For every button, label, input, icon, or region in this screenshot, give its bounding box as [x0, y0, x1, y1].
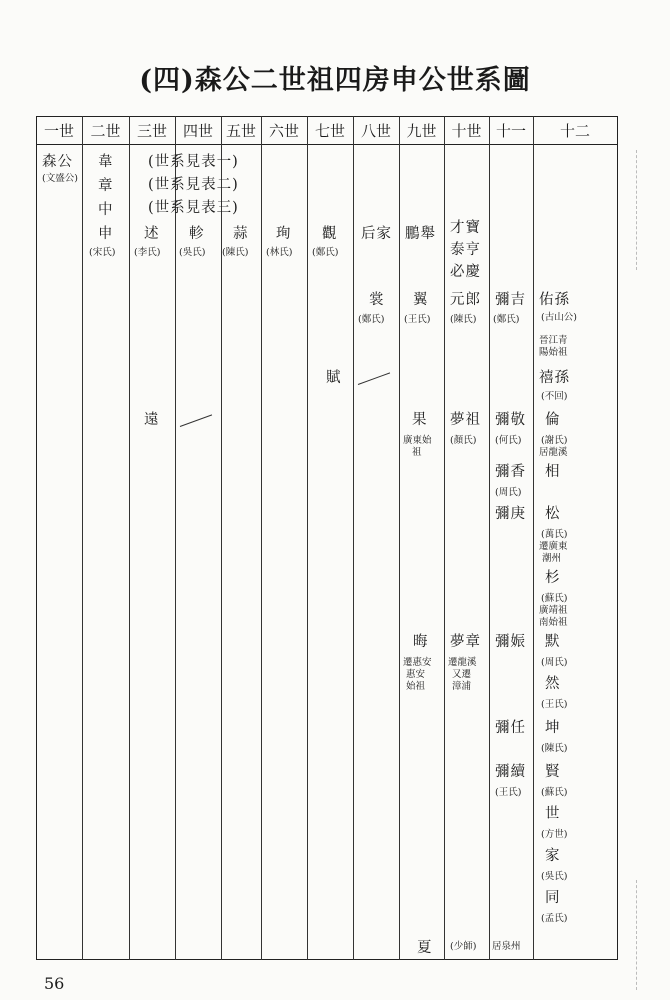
person-spouse: (蘇氏) — [541, 593, 568, 604]
header-gen-9: 九世 — [406, 122, 437, 140]
person-name: 彌吉 — [495, 292, 526, 308]
person-name: 鵬舉 — [405, 226, 436, 242]
person-spouse: (陳氏) — [541, 743, 568, 754]
margin-mark — [636, 880, 637, 990]
person-spouse: (林氏) — [266, 247, 293, 258]
margin-mark — [636, 150, 637, 270]
header-gen-7: 七世 — [314, 122, 345, 140]
person-name: 蒜 — [233, 226, 249, 242]
person-name: 相 — [545, 464, 561, 480]
person-name: 中 — [98, 202, 114, 218]
person-spouse: (萬氏) — [541, 529, 568, 540]
column-line — [353, 116, 354, 960]
person-name: 韋 — [98, 154, 114, 170]
person-note: (文盛公) — [42, 173, 78, 184]
genealogy-table — [36, 116, 618, 960]
person-spouse: (王氏) — [541, 699, 568, 710]
person-spouse: (鄭氏) — [493, 314, 520, 325]
table-top-rule — [36, 116, 618, 117]
person-name: 賦 — [326, 370, 342, 386]
header-gen-3: 三世 — [136, 122, 167, 140]
person-spouse: (周氏) — [541, 657, 568, 668]
person-note: 遷惠安 — [403, 657, 432, 668]
header-gen-6: 六世 — [268, 122, 299, 140]
header-gen-11: 十一 — [495, 122, 526, 140]
person-note: 始祖 — [406, 681, 426, 692]
person-spouse: (鄭氏) — [312, 247, 339, 258]
person-name: 倫 — [545, 412, 561, 428]
person-name: 杉 — [545, 570, 561, 586]
person-spouse: (王氏) — [404, 314, 431, 325]
page-title: (四)森公二世祖四房申公世系圖 — [139, 65, 531, 96]
person-spouse: (鄭氏) — [358, 314, 385, 325]
person-note: 又遷 — [452, 669, 472, 680]
person-name: 佑孫 — [539, 292, 570, 308]
person-name: 才寶 — [450, 220, 481, 236]
person-spouse: (吳氏) — [179, 247, 206, 258]
person-spouse: (王氏) — [495, 787, 522, 798]
column-line — [489, 116, 490, 960]
person-note: 潮州 — [542, 553, 562, 564]
person-name: 遠 — [144, 412, 160, 428]
person-name: 同 — [545, 890, 561, 906]
person-name: 彌香 — [495, 464, 526, 480]
person-name: 坤 — [545, 720, 561, 736]
person-note: 居龍溪 — [539, 447, 568, 458]
header-gen-2: 二世 — [90, 122, 121, 140]
person-spouse: (李氏) — [134, 247, 161, 258]
column-line — [444, 116, 445, 960]
lineage-dash — [358, 372, 390, 385]
header-bottom-rule — [36, 144, 618, 145]
person-note: 廣東始 — [403, 435, 432, 446]
page-number: 56 — [44, 974, 65, 993]
lineage-dash — [180, 414, 212, 427]
person-name: 裳 — [369, 292, 385, 308]
person-name: 彌續 — [495, 764, 526, 780]
person-name: 彌任 — [495, 720, 526, 736]
person-name: 軫 — [189, 226, 205, 242]
person-name: 世 — [545, 806, 561, 822]
header-gen-5: 五世 — [225, 122, 256, 140]
person-name: 禧孫 — [539, 370, 570, 386]
column-line — [36, 116, 37, 960]
person-note: 祖 — [412, 447, 422, 458]
person-name: 觀 — [322, 226, 338, 242]
person-spouse: (蘇氏) — [541, 787, 568, 798]
person-spouse: (方世) — [541, 829, 568, 840]
header-gen-4: 四世 — [182, 122, 213, 140]
column-line — [221, 116, 222, 960]
column-line — [533, 116, 534, 960]
person-note: 南始祖 — [539, 617, 568, 628]
person-name: 然 — [545, 676, 561, 692]
header-gen-8: 八世 — [360, 122, 391, 140]
person-name: 珣 — [276, 226, 292, 242]
person-name: 晦 — [413, 634, 429, 650]
person-name: 申 — [98, 226, 114, 242]
person-spouse: (陳氏) — [222, 247, 249, 258]
person-note: (古山公) — [541, 312, 577, 323]
person-note: 惠安 — [406, 669, 426, 680]
person-name: 必慶 — [450, 264, 481, 280]
person-spouse: (周氏) — [495, 487, 522, 498]
person-note: 廣靖祖 — [539, 605, 568, 616]
person-name: 賢 — [545, 764, 561, 780]
person-name: 元郎 — [450, 292, 481, 308]
cross-reference: (世系見表三) — [148, 200, 239, 216]
column-line — [175, 116, 176, 960]
person-name: 彌庚 — [495, 506, 526, 522]
person-name: 泰亨 — [450, 242, 481, 258]
column-line — [617, 116, 618, 960]
person-spouse: (孟氏) — [541, 913, 568, 924]
person-note: 遷龍溪 — [448, 657, 477, 668]
person-note: 遷廣東 — [539, 541, 568, 552]
table-bottom-rule — [36, 959, 618, 960]
person-name: 夢祖 — [450, 412, 481, 428]
person-name: 章 — [98, 178, 114, 194]
person-name: 述 — [144, 226, 160, 242]
person-name: 夏 — [417, 940, 433, 956]
person-note: 居泉州 — [492, 941, 521, 952]
person-name: 彌敬 — [495, 412, 526, 428]
person-name: 家 — [545, 848, 561, 864]
header-gen-1: 一世 — [43, 122, 74, 140]
person-spouse: (謝氏) — [541, 435, 568, 446]
person-note: (少師) — [450, 941, 477, 952]
person-spouse: (顏氏) — [450, 435, 477, 446]
person-spouse: (吳氏) — [541, 871, 568, 882]
person-spouse: (不回) — [541, 391, 568, 402]
header-gen-10: 十世 — [451, 122, 482, 140]
column-line — [82, 116, 83, 960]
column-line — [307, 116, 308, 960]
person-spouse: (陳氏) — [450, 314, 477, 325]
person-name: 果 — [412, 412, 428, 428]
column-line — [399, 116, 400, 960]
person-spouse: (宋氏) — [89, 247, 116, 258]
person-name: 彌娠 — [495, 634, 526, 650]
cross-reference: (世系見表二) — [148, 177, 239, 193]
person-name: 后家 — [361, 226, 392, 242]
person-note: 漳浦 — [452, 681, 472, 692]
person-name: 默 — [545, 634, 561, 650]
person-name: 夢章 — [450, 634, 481, 650]
column-line — [129, 116, 130, 960]
person-name: 松 — [545, 506, 561, 522]
person-name: 翼 — [413, 292, 429, 308]
header-gen-12: 十二 — [559, 122, 590, 140]
person-spouse: (何氏) — [495, 435, 522, 446]
person-name: 森公 — [42, 154, 73, 170]
person-note: 晉江青 — [539, 335, 568, 346]
cross-reference: (世系見表一) — [148, 154, 239, 170]
person-note: 陽始祖 — [539, 347, 568, 358]
column-line — [261, 116, 262, 960]
